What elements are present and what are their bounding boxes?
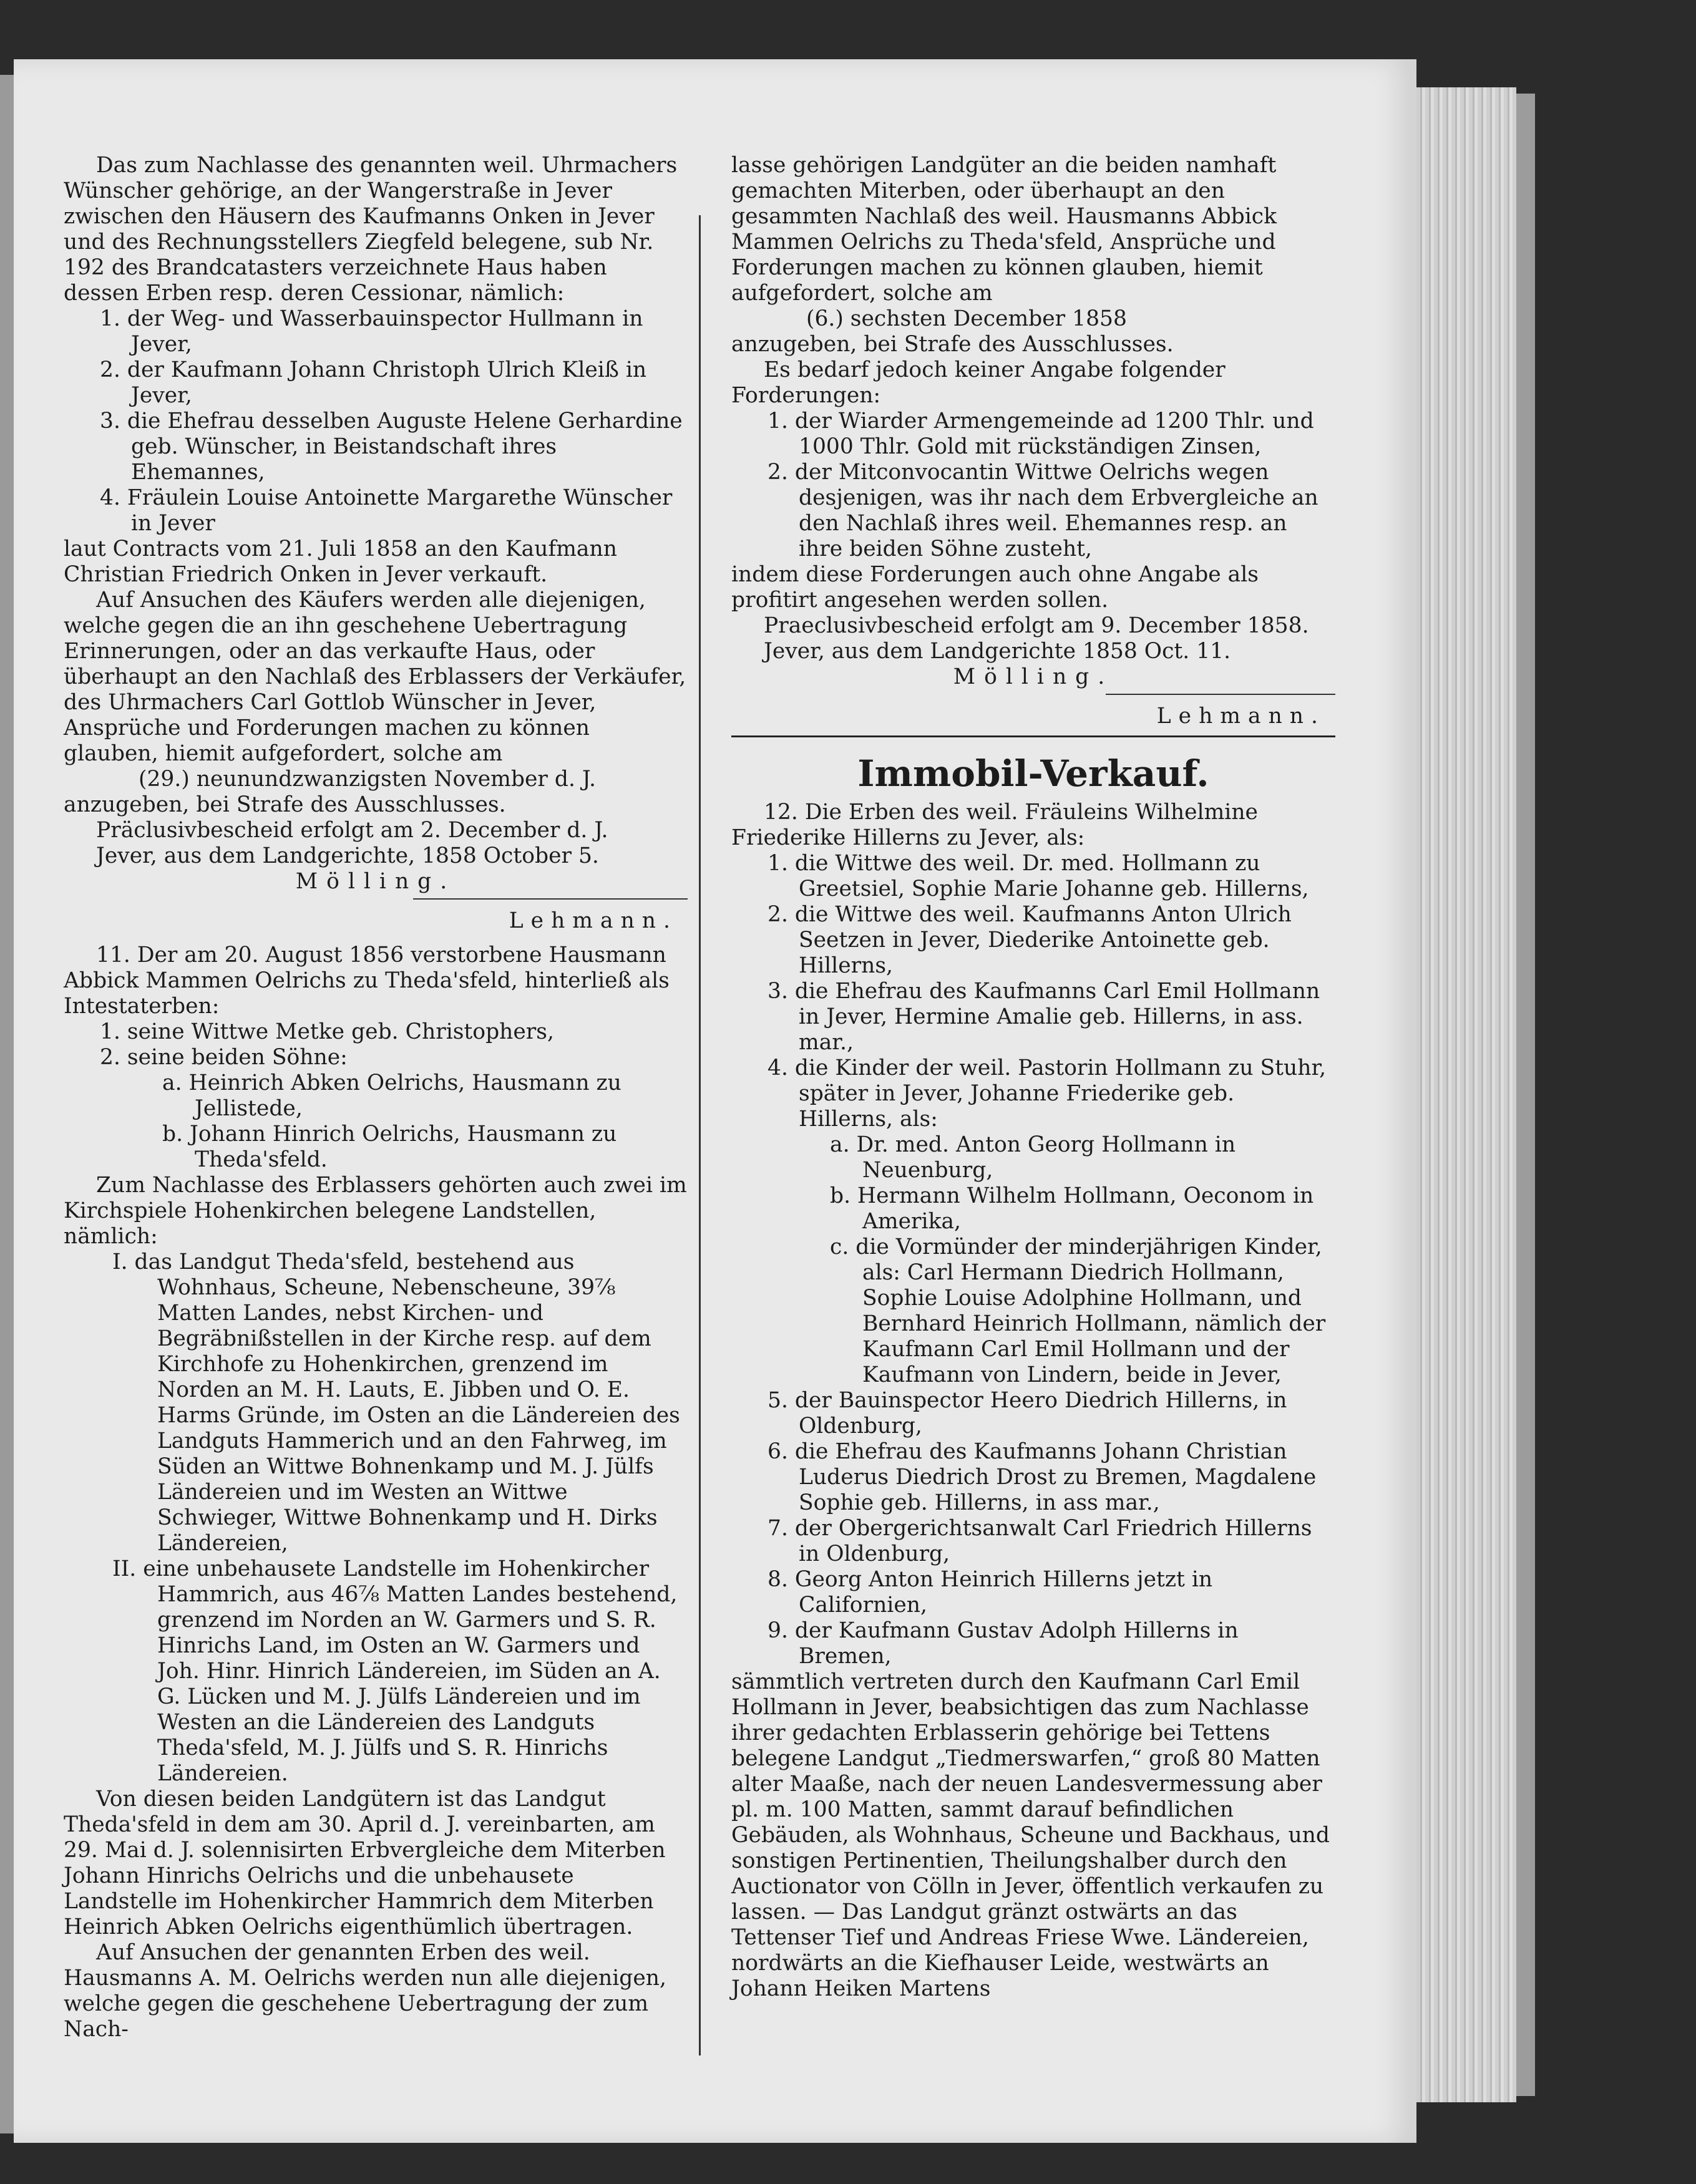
preclusion-text: Präclusivbescheid erfolgt am 2. December d. J. bbox=[96, 818, 608, 843]
exception-text: Es bedarf jedoch keiner Angabe folgender Forderungen: bbox=[731, 357, 1226, 408]
right-continuation: lasse gehörigen Landgüter an die beiden namhaft gemachten Miterben, oder überhaupt an den gesammten Nachlaß des weil. Hausmanns Abbick Mammen Oelrichs zu Theda'sfeld, Ansprüche und Forderungen machen zu können glauben, hiemit aufgefordert, solche am bbox=[731, 153, 1277, 306]
heir-item: 2. der Kaufmann Johann Christoph Ulrich Kleiß in Jever, bbox=[100, 357, 647, 408]
n11-land: II. eine unbehausete Landstelle im Hohenkircher Hammrich, aus 46⅞ Matten Landes bestehend, grenzend im Norden an W. Garmers und S. R. Hinrichs Land, im Osten an W. Garmers und Joh. Hinr. Hinrich Ländereien, im Süden an A. G. Lücken und M. J. Jülfs Ländereien und im Westen an die Ländereien des Landguts Theda'sfeld, M. J. Jülfs und S. R. Hinrichs Ländereien. bbox=[112, 1556, 678, 1786]
n11-heir: 1. seine Wittwe Metke geb. Christophers, bbox=[100, 1019, 554, 1044]
n11-summons: Auf Ansuchen der genannten Erben des weil. Hausmanns A. M. Oelrichs werden nun alle diejenigen, welche gegen die geschehene Uebertragung der zum Nach- bbox=[64, 1940, 666, 2042]
n11-land: I. das Landgut Theda'sfeld, bestehend aus Wohnhaus, Scheune, Nebenscheune, 39⅞ Matten Landes, nebst Kirchen- und Begräbnißstellen in der Kirche resp. auf dem Kirchhofe zu Hohenkirchen, grenzend im Norden an M. H. Lauts, E. Jibben und O. E. Harms Gründe, im Osten an die Ländereien des Landguts Hammerich und an den Fahrweg, im Süden an Wittwe Bohnenkamp und M. J. Jülfs Ländereien und im Westen an Wittwe Schwieger, Wittwe Bohnenkamp und H. Dirks Ländereien, bbox=[112, 1250, 680, 1556]
signature-moelling: Mölling. bbox=[953, 664, 1114, 689]
signature-lehmann: Lehmann. bbox=[1156, 704, 1325, 729]
n12-heir: 4. die Kinder der weil. Pastorin Hollmann zu Stuhr, später in Jever, Johanne Friederike geb. Hillerns, als: bbox=[768, 1056, 1327, 1132]
penalty-text: anzugeben, bei Strafe des Ausschlusses. bbox=[731, 332, 1174, 357]
deadline-date: (29.) neunundzwanzigsten November d. J. bbox=[139, 767, 596, 792]
n11-heir: 2. seine beiden Söhne: bbox=[100, 1045, 348, 1070]
notice-11-intro: 11. Der am 20. August 1856 verstorbene Hausmann Abbick Mammen Oelrichs zu Theda'sfeld, hinterließ als Intestaterben: bbox=[64, 943, 670, 1019]
court-line: Jever, aus dem Landgerichte, 1858 October 5. bbox=[96, 843, 599, 868]
n11-son: b. Johann Hinrich Oelrichs, Hausmann zu Theda'sfeld. bbox=[162, 1122, 617, 1172]
signature-lehmann: Lehmann. bbox=[509, 908, 678, 933]
n12-body: sämmtlich vertreten durch den Kaufmann Carl Emil Hollmann in Jever, beabsichtigen das zum Nachlasse ihrer gedachten Erblasserin gehörige bei Tettens belegene Landgut „Tiedmerswarfen,“ groß 80 Matten alter Maaße, nach der neuen Landesvermessung aber pl. m. 100 Matten, sammt darauf befindlichen Gebäuden, als Wohnhaus, Scheune und Backhaus, und sonstigen Pertinentien, Theilungshalber durch den Auctionator von Cölln in Jever, öffentlich verkaufen zu lassen. — Das Landgut gränzt ostwärts an das Tettenser Tief und Andreas Friese Wwe. Ländereien, nordwärts an die Kiefhauser Leide, westwärts an Johann Heiken Martens bbox=[731, 1669, 1330, 2001]
n12-heir: 2. die Wittwe des weil. Kaufmanns Anton Ulrich Seetzen in Jever, Diederike Antoinette geb. Hillerns, bbox=[768, 902, 1292, 978]
n12-child: b. Hermann Wilhelm Hollmann, Oeconom in Amerika, bbox=[830, 1183, 1314, 1234]
n12-heir: 5. der Bauinspector Heero Diedrich Hillerns, in Oldenburg, bbox=[768, 1388, 1287, 1439]
contract-text: laut Contracts vom 21. Juli 1858 an den Kaufmann Christian Friedrich Onken in Jever verkauft. bbox=[64, 536, 617, 587]
n12-heir: 1. die Wittwe des weil. Dr. med. Hollmann zu Greetsiel, Sophie Marie Johanne geb. Hillerns, bbox=[768, 851, 1309, 901]
deadline-date: (6.) sechsten December 1858 bbox=[806, 306, 1127, 331]
claim-item: 2. der Mitconvocantin Wittwe Oelrichs wegen desjenigen, was ihr nach dem Erbvergleiche an den Nachlaß ihres weil. Ehemannes resp. an ihre beiden Söhne zusteht, bbox=[768, 460, 1318, 561]
left-intro: Das zum Nachlasse des genannten weil. Uhrmachers Wünscher gehörige, an der Wangerstraße in Jever zwischen den Häusern des Kaufmanns Onken in Jever und des Rechnungsstellers Ziegfeld belegene, sub Nr. 192 des Brandcatasters verzeichnete Haus haben dessen Erben resp. deren Cessionar, nämlich: bbox=[64, 153, 678, 306]
signature-rule bbox=[1106, 694, 1335, 695]
book-binding-left bbox=[0, 75, 14, 2133]
n12-heir: 8. Georg Anton Heinrich Hillerns jetzt in Californien, bbox=[768, 1567, 1213, 1618]
book-cover-edge bbox=[1516, 94, 1535, 2096]
heir-item: 3. die Ehefrau desselben Auguste Helene Gerhardine geb. Wünscher, in Beistandschaft ihres Ehemannes, bbox=[100, 409, 683, 485]
n11-son: a. Heinrich Abken Oelrichs, Hausmann zu Jellistede, bbox=[162, 1070, 621, 1121]
preclusion-text: Praeclusivbescheid erfolgt am 9. December 1858. bbox=[764, 613, 1309, 638]
section-rule bbox=[731, 735, 1335, 737]
book-page bbox=[14, 59, 1416, 2143]
book-page-edges bbox=[1416, 87, 1516, 2102]
summons-text: Auf Ansuchen des Käufers werden alle diejenigen, welche gegen die an ihn geschehene Uebertragung Erinnerungen, oder an das verkaufte Haus, oder überhaupt an den Nachlaß des Erblassers der Verkäufer, des Uhrmachers Carl Gottlob Wünscher in Jever, Ansprüche und Forderungen machen zu können glauben, hiemit aufgefordert, solche am bbox=[64, 588, 686, 766]
signature-moelling: Mölling. bbox=[295, 869, 456, 894]
court-line: Jever, aus dem Landgerichte 1858 Oct. 11. bbox=[764, 639, 1231, 664]
left-column bbox=[64, 153, 688, 2042]
n12-heir: 9. der Kaufmann Gustav Adolph Hillerns in Bremen, bbox=[768, 1618, 1239, 1669]
claim-item: 1. der Wiarder Armengemeinde ad 1200 Thlr. und 1000 Thlr. Gold mit rückständigen Zinsen, bbox=[768, 409, 1314, 459]
n11-estate: Zum Nachlasse des Erblassers gehörten auch zwei im Kirchspiele Hohenkirchen belegene Landstellen, nämlich: bbox=[64, 1173, 687, 1249]
claims-note: indem diese Forderungen auch ohne Angabe als profitirt angesehen werden sollen. bbox=[731, 562, 1259, 613]
n12-child: a. Dr. med. Anton Georg Hollmann in Neuenburg, bbox=[830, 1132, 1236, 1183]
notice-12-intro: 12. Die Erben des weil. Fräuleins Wilhelmine Friederike Hillerns zu Jever, als: bbox=[731, 800, 1258, 850]
n12-heir: 3. die Ehefrau des Kaufmanns Carl Emil Hollmann in Jever, Hermine Amalie geb. Hillerns, in ass. mar., bbox=[768, 979, 1320, 1055]
n12-heir: 6. die Ehefrau des Kaufmanns Johann Christian Luderus Diedrich Drost zu Bremen, Magdalene Sophie geb. Hillerns, in ass mar., bbox=[768, 1439, 1317, 1515]
signature-rule bbox=[413, 898, 688, 900]
heir-item: 1. der Weg- und Wasserbauinspector Hullmann in Jever, bbox=[100, 306, 643, 357]
right-column bbox=[731, 153, 1335, 2002]
n12-heir: 7. der Obergerichtsanwalt Carl Friedrich Hillerns in Oldenburg, bbox=[768, 1516, 1312, 1566]
n12-child: c. die Vormünder der minderjährigen Kinder, als: Carl Hermann Diedrich Hollmann, Sophie Louise Adolphine Hollmann, und Bernhard Heinrich Hollmann, nämlich der Kaufmann Carl Emil Hollmann und der Kaufmann von Lindern, beide in Jever, bbox=[830, 1235, 1326, 1387]
n11-settlement: Von diesen beiden Landgütern ist das Landgut Theda'sfeld in dem am 30. April d. J. vereinbarten, am 29. Mai d. J. solennisirten Erbvergleiche dem Miterben Johann Hinrichs Oelrichs und die unbehausete Landstelle im Hohenkircher Hammrich dem Miterben Heinrich Abken Oelrichs eigenthümlich übertragen. bbox=[64, 1787, 666, 1939]
heir-item: 4. Fräulein Louise Antoinette Margarethe Wünscher in Jever bbox=[100, 485, 673, 536]
section-heading: Immobil-Verkauf. bbox=[857, 752, 1209, 795]
penalty-text: anzugeben, bei Strafe des Ausschlusses. bbox=[64, 792, 506, 817]
column-divider bbox=[699, 215, 701, 2055]
